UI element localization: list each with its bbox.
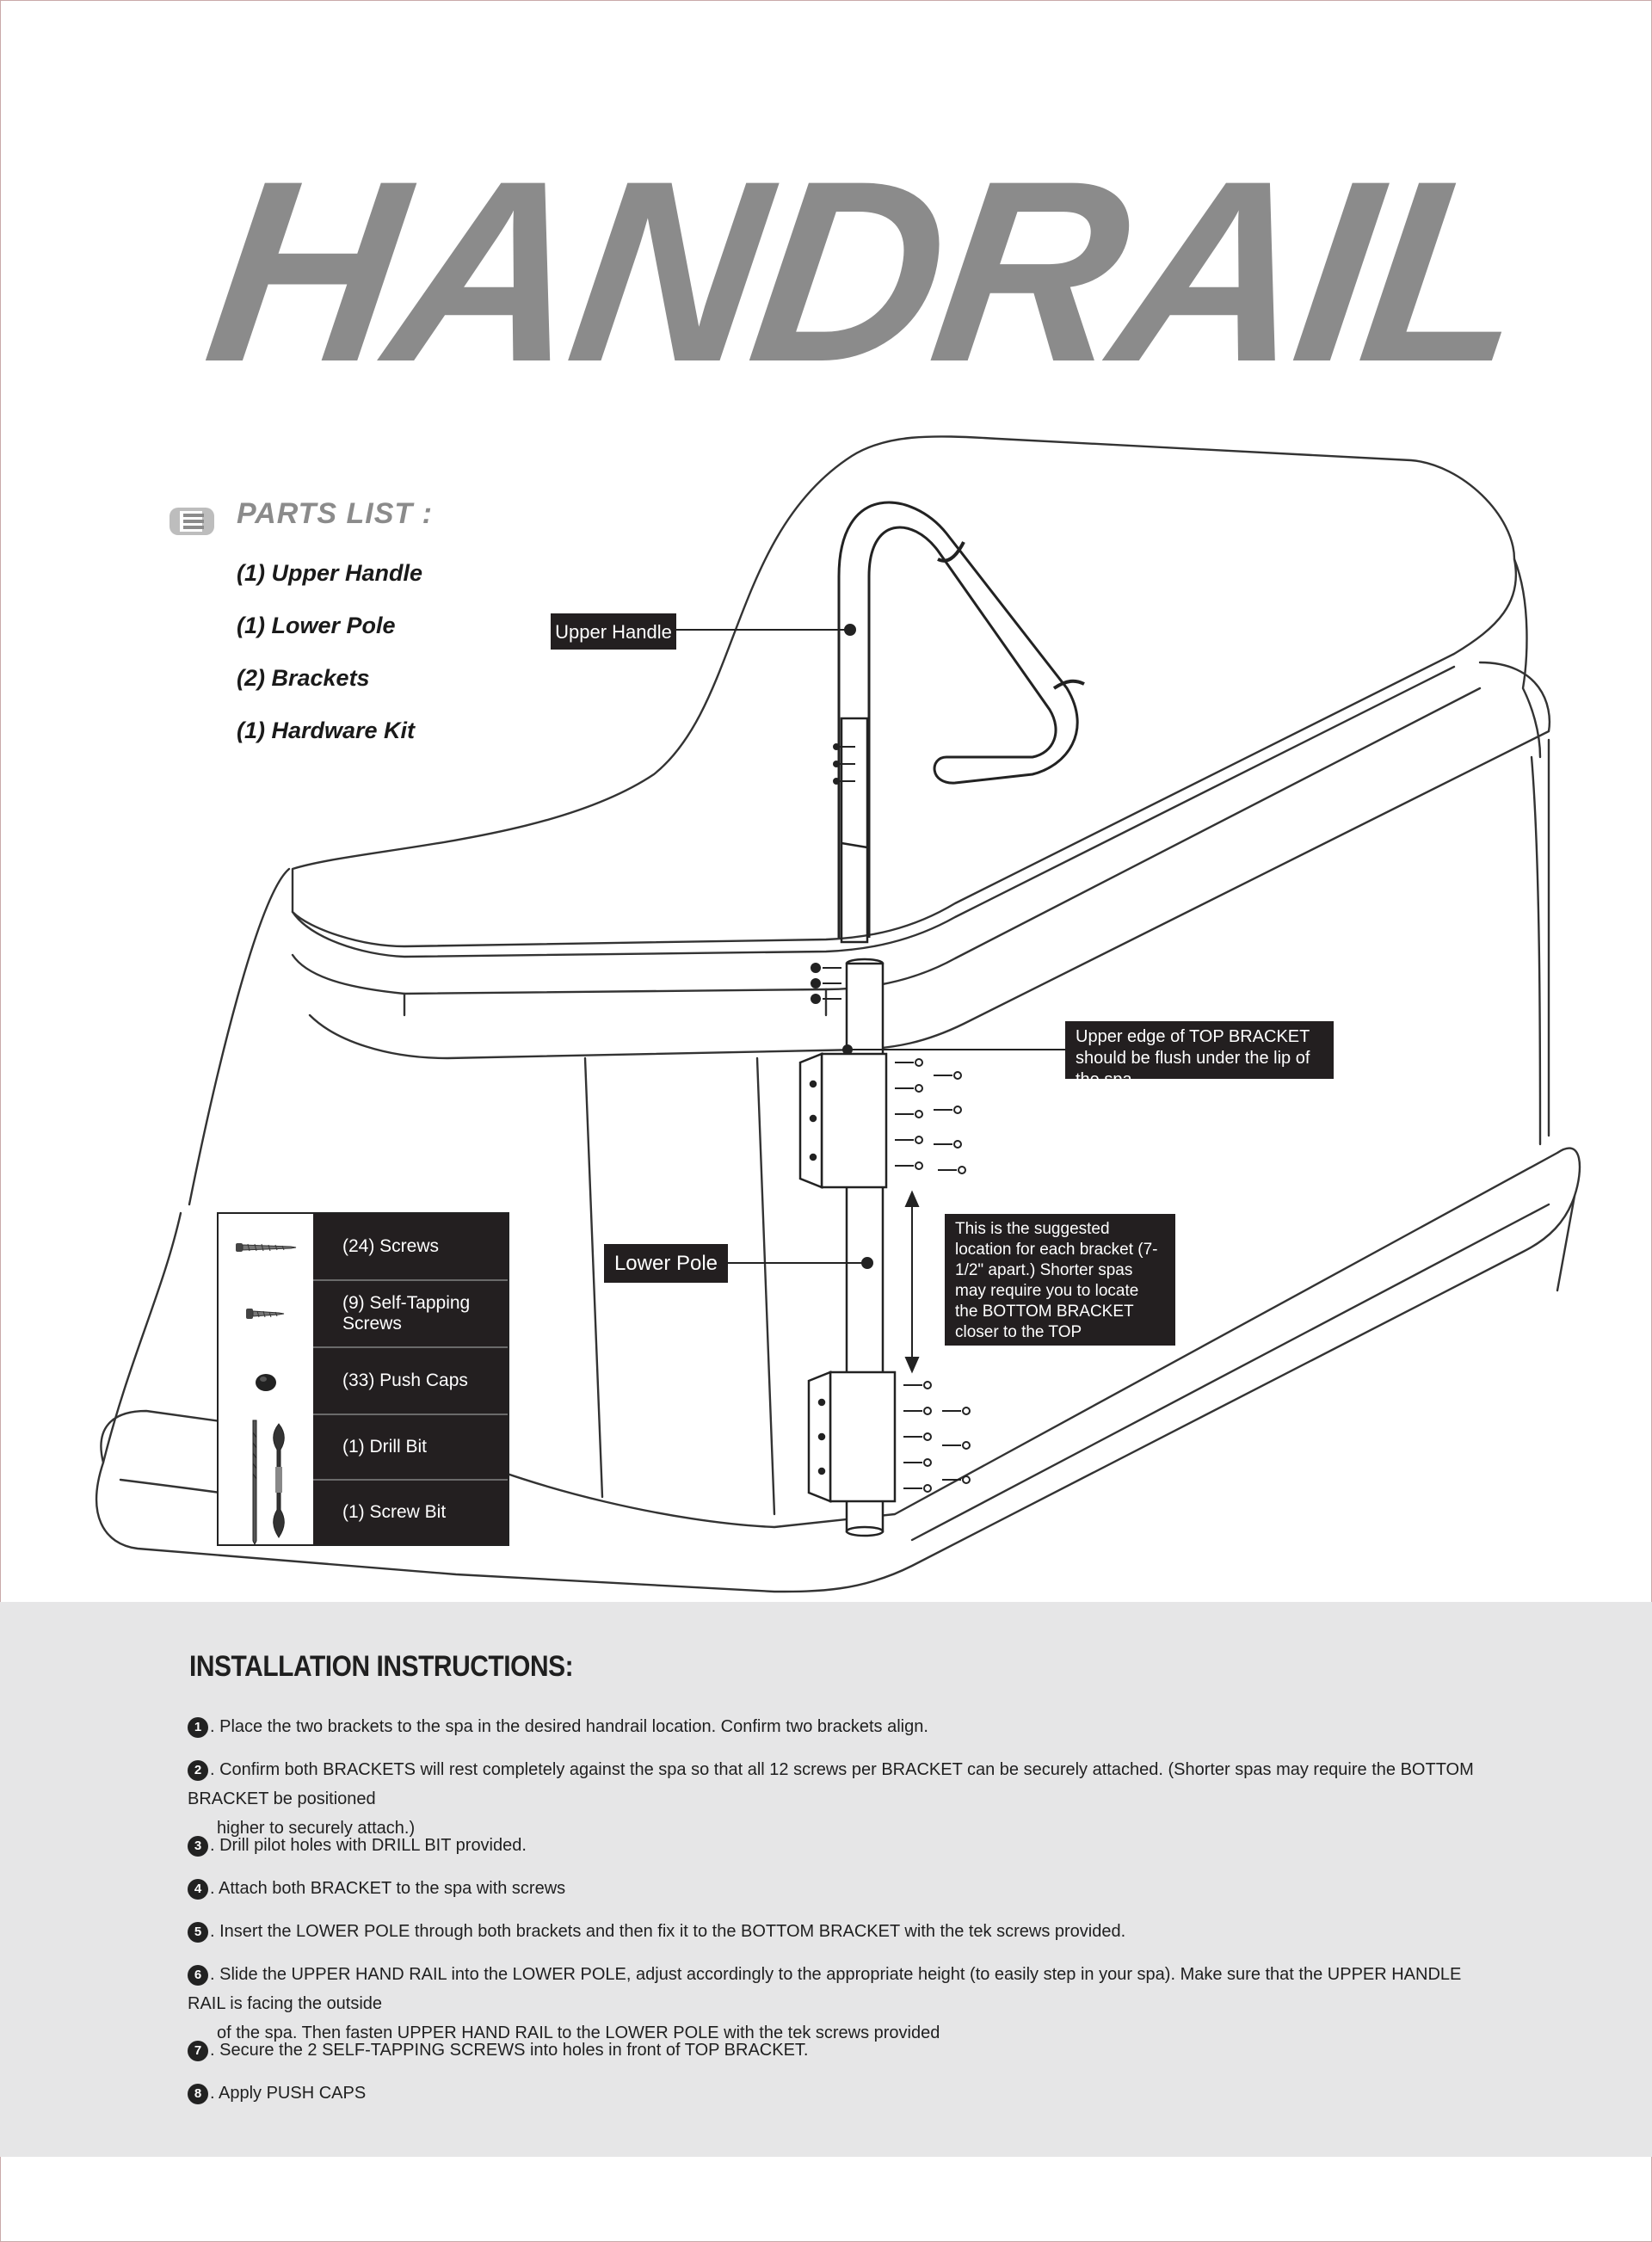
parts-item-hardware-kit: (1) Hardware Kit [237,718,416,743]
step-number: 2 [188,1760,208,1781]
instruction-step-7 [188,2036,1495,2065]
parts-item-lower-pole: (1) Lower Pole [237,613,396,638]
step-text: . Slide the UPPER HAND RAIL into the LOWER POLE, adjust accordingly to the appropriate height (to easily step in your spa). Make sure that the UPPER HANDLE RAIL is facing the outside [188,1965,1462,2013]
top-bracket-note: Upper edge of TOP BRACKET should be flush under the lip of the spa. [1065,1021,1334,1079]
step-number: 6 [188,1965,208,1986]
hardware-label-push-caps: (33) Push Caps [313,1348,508,1415]
instruction-step-1 [188,1712,1495,1741]
step-text: . Secure the 2 SELF-TAPPING SCREWS into holes in front of TOP BRACKET. [210,2041,809,2060]
instruction-step-3 [188,1831,1495,1860]
page-title: HANDRAIL [193,126,1541,416]
step-text: . Apply PUSH CAPS [210,2084,367,2103]
step-number: 8 [188,2084,208,2104]
parts-list-heading: PARTS LIST : [237,497,433,530]
push-cap-icon [219,1348,311,1414]
step-text: . Attach both BRACKET to the spa with screws [210,1879,566,1898]
installation-instructions-panel [0,1602,1652,2157]
hardware-label-screws: (24) Screws [313,1214,508,1281]
bracket-location-note: This is the suggested location for each bracket (7-1/2" apart.) Shorter spas may require you to locate the BOTTOM BRACKET closer to the TOP BRACKET. [945,1214,1175,1346]
hardware-label-drill-bit: (1) Drill Bit [313,1415,508,1481]
hardware-label-self-tapping: (9) Self-Tapping Screws [313,1281,508,1348]
hardware-row-push-caps [219,1348,508,1415]
hardware-row-screws [219,1214,508,1281]
step-text: . Insert the LOWER POLE through both brackets and then fix it to the BOTTOM BRACKET with the tek screws provided. [210,1922,1126,1941]
parts-list-icon [168,504,219,539]
step-number: 7 [188,2041,208,2061]
step-text: . Drill pilot holes with DRILL BIT provided. [210,1836,527,1855]
step-number: 3 [188,1836,208,1857]
instruction-step-2 [188,1755,1495,1843]
step-text: . Confirm both BRACKETS will rest completely against the spa so that all 12 screws per BRACKET can be securely attached. (Shorter spas may require the BOTTOM BRACKET be positioned [188,1760,1474,1808]
instruction-step-4 [188,1874,1495,1903]
instruction-step-8 [188,2079,1495,2108]
instruction-step-5 [188,1917,1495,1946]
step-text-continued: of the spa. Then fasten UPPER HAND RAIL to the LOWER POLE with the tek screws provided [217,2023,940,2042]
step-text: . Place the two brackets to the spa in the desired handrail location. Confirm two brackets align. [210,1717,928,1736]
parts-item-brackets: (2) Brackets [237,665,370,691]
instructions-heading: INSTALLATION INSTRUCTIONS: [189,1650,574,1683]
hardware-kit-table [217,1212,509,1546]
parts-item-upper-handle: (1) Upper Handle [237,560,423,586]
self-tapping-screw-icon [219,1281,311,1346]
step-number: 1 [188,1717,208,1738]
hardware-row-screw-bit [219,1481,508,1544]
hardware-row-drill-bit [219,1415,508,1481]
upper-handle-label: Upper Handle [551,613,676,650]
instruction-step-6 [188,1960,1495,2048]
step-number: 5 [188,1922,208,1943]
step-text-continued: higher to securely attach.) [217,1819,416,1838]
screw-icon [219,1214,311,1279]
lower-pole-label: Lower Pole [604,1244,728,1283]
hardware-row-self-tapping [219,1281,508,1348]
hardware-label-screw-bit: (1) Screw Bit [313,1481,508,1544]
step-number: 4 [188,1879,208,1900]
